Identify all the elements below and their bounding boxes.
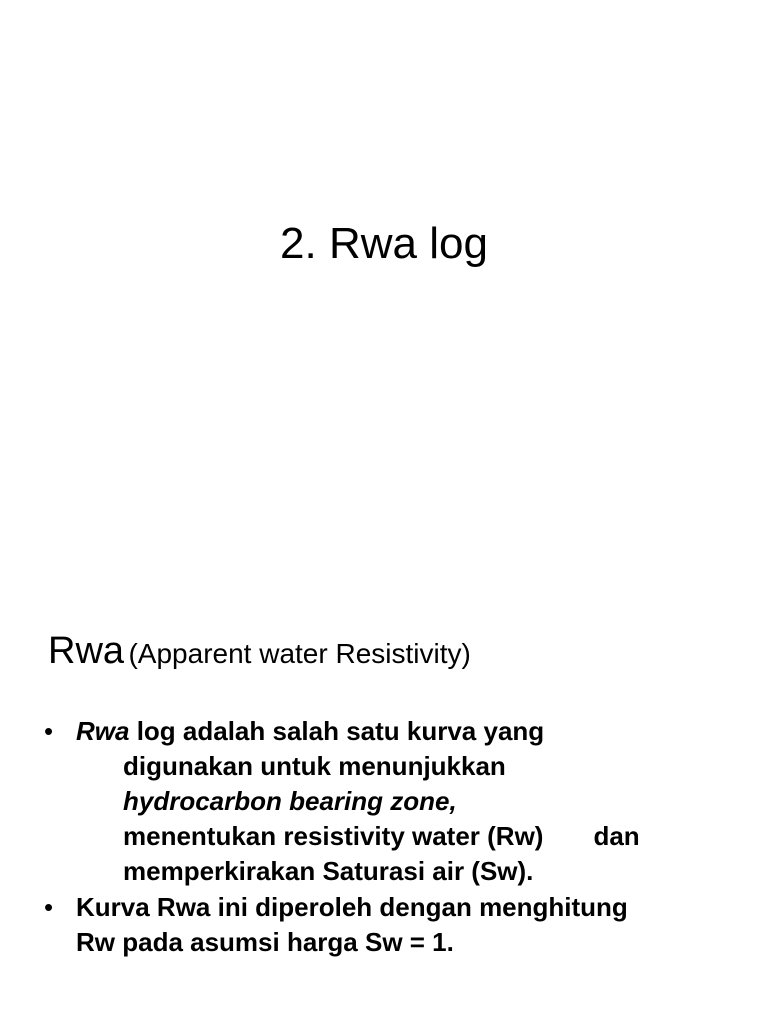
bullet-1-italic-term: Rwa — [76, 716, 130, 746]
bullet-1-lead-text: log adalah salah satu kurva yang — [129, 716, 545, 746]
bullet-1-line-4-part-1: menentukan resistivity water (Rw) — [123, 821, 544, 851]
bullet-2-line-1: Kurva Rwa ini diperoleh dengan menghitung — [76, 892, 628, 922]
bullet-1-line-4 — [76, 819, 768, 854]
bullet-dot-icon: • — [44, 892, 54, 922]
bullet-list — [0, 714, 768, 960]
bullet-1-line-2: digunakan untuk menunjukkan — [123, 751, 506, 781]
bullet-1-line-5: memperkirakan Saturasi air (Sw). — [123, 856, 534, 886]
bullet-2-line-2: Rw pada asumsi harga Sw = 1. — [76, 927, 454, 957]
heading-subtitle: (Apparent water Resistivity) — [128, 638, 471, 669]
bullet-item-2 — [0, 890, 768, 960]
bullet-item-1 — [0, 714, 768, 889]
bullet-1-line-4-part-2: dan — [593, 821, 640, 851]
bullet-dot-icon: • — [44, 716, 54, 746]
slide-title: 2. Rwa log — [280, 219, 488, 268]
heading-main: Rwa — [48, 630, 125, 672]
bullet-1-italic-phrase: hydrocarbon bearing zone, — [123, 786, 457, 816]
section-heading — [48, 628, 471, 677]
bullet-1-line-1 — [76, 714, 768, 749]
bullet-1-line-3 — [76, 784, 768, 819]
